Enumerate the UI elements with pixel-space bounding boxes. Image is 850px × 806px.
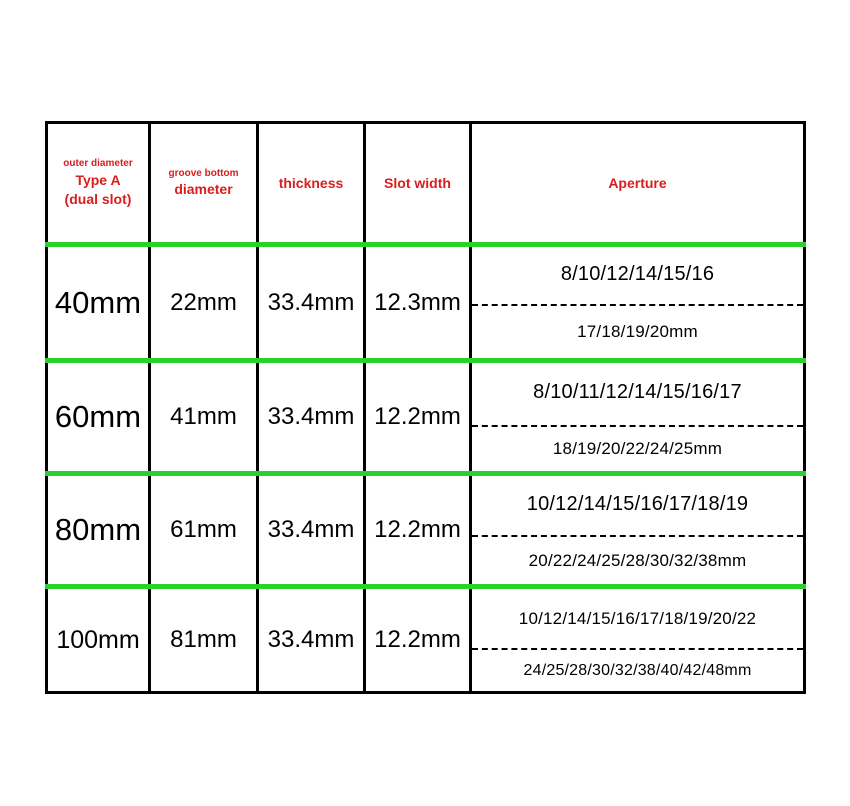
slot-width-cell: 12.2mm bbox=[374, 626, 461, 653]
slot-width-cell: 12.3mm bbox=[374, 288, 461, 316]
outer-diameter-cell: 40mm bbox=[54, 284, 142, 320]
outer-diameter-cell: 100mm bbox=[56, 625, 140, 654]
groove-diameter-cell: 41mm bbox=[170, 403, 237, 430]
header-outer-diameter bbox=[48, 124, 148, 242]
header-groove-label: groove bottom bbox=[168, 167, 239, 179]
groove-diameter-cell: 61mm bbox=[170, 516, 237, 543]
thickness-cell: 33.4mm bbox=[267, 516, 355, 543]
slot-width-cell: 12.2mm bbox=[374, 403, 461, 430]
header-groove-diameter bbox=[151, 124, 256, 242]
header-slot-label: Slot width bbox=[384, 174, 451, 191]
spec-table bbox=[45, 121, 806, 694]
header-dual-slot-label: (dual slot) bbox=[64, 190, 132, 207]
header-outer-label: outer diameter bbox=[63, 158, 133, 170]
thickness-cell: 33.4mm bbox=[267, 626, 355, 653]
header-aperture bbox=[472, 124, 803, 242]
outer-diameter-cell: 80mm bbox=[54, 512, 142, 547]
groove-diameter-cell: 81mm bbox=[170, 626, 237, 653]
header-diameter-label: diameter bbox=[174, 181, 233, 198]
aperture-cell: 8/10/12/14/15/16 bbox=[560, 263, 715, 285]
slot-width-cell: 12.2mm bbox=[374, 516, 461, 543]
header-aperture-label: Aperture bbox=[608, 174, 667, 191]
groove-diameter-cell: 22mm bbox=[170, 288, 237, 316]
outer-diameter-cell: 60mm bbox=[54, 399, 142, 434]
header-thickness bbox=[259, 124, 363, 242]
thickness-cell: 33.4mm bbox=[267, 403, 355, 430]
header-type-label: Type A bbox=[75, 171, 121, 188]
aperture-cell: 17/18/19/20mm bbox=[577, 322, 698, 341]
header-thickness-label: thickness bbox=[278, 174, 344, 191]
aperture-cell: 10/12/14/15/16/17/18/19 bbox=[526, 493, 749, 515]
aperture-cell: 10/12/14/15/16/17/18/19/20/22 bbox=[518, 608, 757, 628]
aperture-cell: 24/25/28/30/32/38/40/42/48mm bbox=[523, 661, 752, 679]
aperture-cell: 18/19/20/22/24/25mm bbox=[552, 439, 723, 458]
aperture-cell: 8/10/11/12/14/15/16/17 bbox=[533, 380, 742, 403]
aperture-cell: 20/22/24/25/28/30/32/38mm bbox=[528, 550, 747, 570]
header-slot-width bbox=[366, 124, 469, 242]
thickness-cell: 33.4mm bbox=[267, 288, 355, 316]
